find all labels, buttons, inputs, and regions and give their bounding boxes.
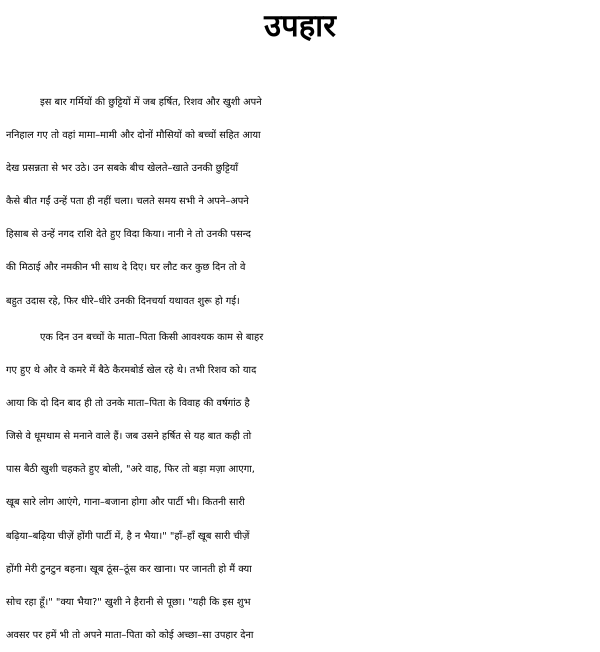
paragraph-line: जिसे वे धूमधाम से मनाने वाले हैं। जब उसने हर्षित से यह बात कही तो [6, 431, 252, 443]
paragraph-2 [0, 321, 600, 652]
paragraph-line: अवसर पर हमें भी तो अपने माता–पिता को कोई अच्छा–सा उपहार देना [6, 629, 254, 641]
page-title: उपहार [264, 8, 336, 44]
paragraph-line: गए हुए थे और वे कमरे में बैठे कैरमबोर्ड खेल रहे थे। तभी रिशव को याद [6, 365, 257, 377]
paragraph-line: सोच रहा हूँ।" "क्या भैया?" खुशी ने हैरानी से पूछा। "यही कि इस शुभ [6, 596, 251, 608]
paragraph-line: हिसाब से उन्हें नगद राशि देते हुए विदा किया। नानी ने तो उनकी पसन्द [6, 229, 251, 241]
paragraph-line: कैसे बीत गईं उन्हें पता ही नहीं चला। चलते समय सभी ने अपने–अपने [6, 196, 249, 208]
paragraph-line: देख प्रसन्नता से भर उठे। उन सबके बीच खेलते–खाते उनकी छुट्टियाँ [6, 163, 239, 175]
paragraph-line: की मिठाई और नमकीन भी साथ दे दिए। घर लौट कर कुछ दिन तो वे [6, 262, 246, 274]
paragraph-1 [0, 86, 600, 318]
paragraph-line: बहुत उदास रहे, फिर धीरे–धीरे उनकी दिनचर्या यथावत शुरू हो गई। [6, 295, 240, 307]
paragraph-line: पास बैठी खुशी चहकते हुए बोली, "अरे वाह, फिर तो बड़ा मज़ा आएगा, [6, 464, 255, 476]
paragraph-line: होंगी मेरी टुनटुन बहना। खूब ठूंस–ठूंस कर खाना। पर जानती हो मैं क्या [6, 563, 252, 575]
paragraph-line: एक दिन उन बच्चों के माता–पिता किसी आवश्यक काम से बाहर [40, 332, 264, 343]
paragraph-line: ननिहाल गए तो वहां मामा–मामी और दोनों मौसियों को बच्चों सहित आया [6, 130, 261, 142]
paragraph-line: इस बार गर्मियों की छुट्टियों में जब हर्षित, रिशव और खुशी अपने [40, 97, 262, 108]
paragraph-line: खूब सारे लोग आएंगे, गाना–बजाना होगा और पार्टी भी। कितनी सारी [6, 497, 245, 509]
paragraph-line: बढ़िया–बढ़िया चीज़ें होंगी पार्टी में, है न भैया।" "हाँ–हाँ खूब सारी चीज़ें [6, 530, 250, 542]
paragraph-line: आया कि दो दिन बाद ही तो उनके माता–पिता के विवाह की वर्षगांठ है [6, 398, 250, 410]
